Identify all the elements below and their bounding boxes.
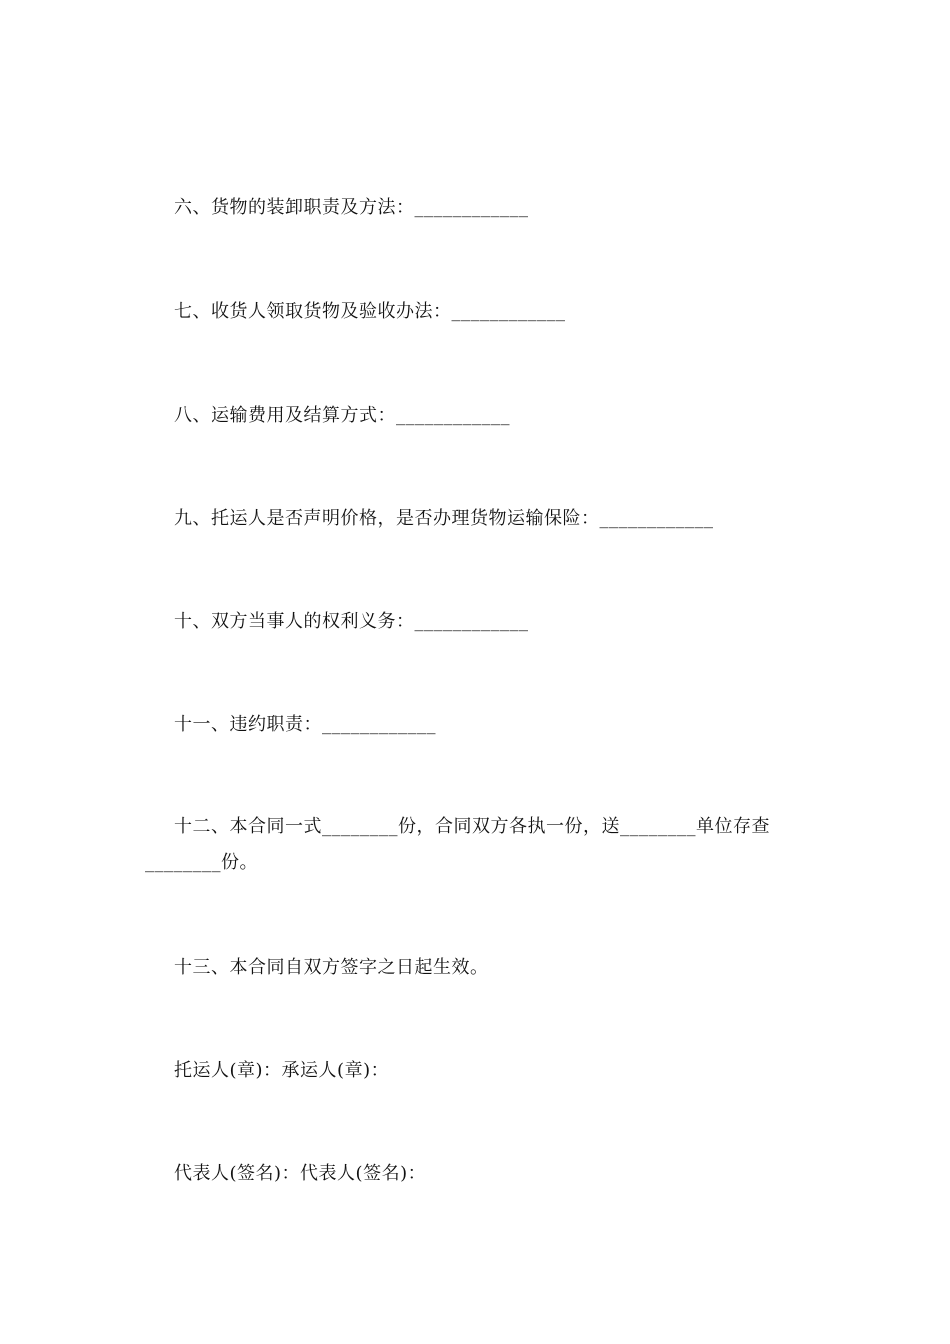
clause-10-rights-obligations: 十、双方当事人的权利义务：____________ [174, 611, 529, 632]
clause-6-loading-responsibility: 六、货物的装卸职责及方法：____________ [174, 197, 529, 218]
signature-seal-line: 托运人(章)：承运人(章)： [174, 1060, 390, 1081]
clause-9-declared-value-insurance: 九、托运人是否声明价格，是否办理货物运输保险：____________ [174, 508, 714, 529]
clause-13-effectiveness: 十三、本合同自双方签字之日起生效。 [174, 957, 489, 978]
signature-representative-line: 代表人(签名)：代表人(签名)： [174, 1163, 427, 1184]
clause-7-receipt-inspection: 七、收货人领取货物及验收办法：____________ [174, 301, 566, 322]
clause-8-freight-settlement: 八、运输费用及结算方式：____________ [174, 405, 510, 426]
clause-11-breach-liability: 十一、违约职责：____________ [174, 714, 436, 735]
clause-12-copies: 十二、本合同一式________份，合同双方各执一份，送________单位存查________份。 [145, 816, 770, 873]
